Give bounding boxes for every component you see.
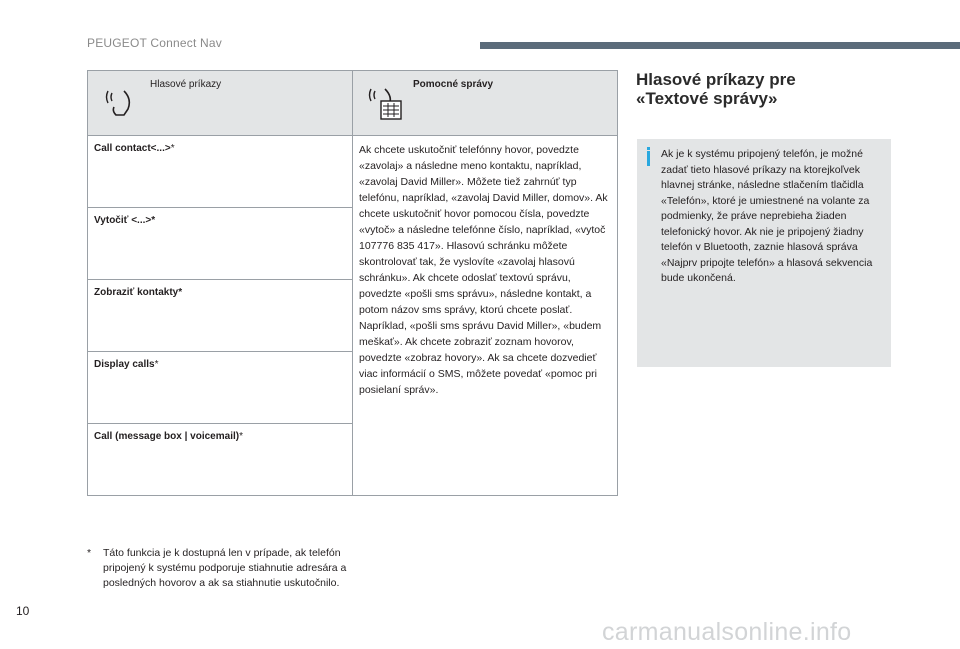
- footnote-mark: *: [87, 547, 92, 559]
- command-cell: [88, 424, 353, 496]
- help-text: Ak chcete uskutočniť telefónny hovor, povedzte «zavolaj» a následne meno kontaktu, napríklad, «zavolaj David Miller». Môžete tiež zahrnúť typ telefónu, napríklad, «zavolaj David Miller, domov». Ak chcete uskutočniť hovor pomocou čísla, povedzte «vytoč» a následne telefónne číslo, napríklad, «vytoč 107776 835 417». Hlasovú schránku môžete skontrolovať tak, že vyslovíte «zavolaj hlasovú schránku». Ak chcete odoslať textovú správu, povedzte «pošli sms správu», následne kontakt, a potom názov sms správy, ktorú chcete poslať. Napríklad, «pošli sms správu David Miller», «budem meškať». Ak chcete zobraziť zoznam hovorov, povedzte «zobraz hovory». Ak sa chcete dozvedieť viac informácií o SMS, môžete povedať «pomoc pri posielaní správ».: [359, 144, 608, 396]
- watermark: carmanualsonline.info: [602, 618, 852, 646]
- col2-header-label: Pomocné správy: [413, 79, 494, 90]
- command-star: *: [154, 359, 159, 370]
- command-cell: [88, 208, 353, 280]
- footnote: [87, 546, 367, 591]
- info-icon: [647, 147, 650, 150]
- section-title: [636, 70, 896, 108]
- voice-commands-table: [87, 70, 618, 496]
- col1-header-label: Hlasové príkazy: [150, 79, 222, 90]
- section-title-line2: «Textové správy»: [636, 89, 778, 108]
- command-star: *: [239, 431, 243, 442]
- command-text: Vytočiť <...>*: [94, 215, 156, 226]
- page-number: 10: [16, 604, 30, 618]
- section-title-line1: Hlasové príkazy pre: [636, 70, 796, 89]
- info-text: Ak je k systému pripojený telefón, je možné zadať tieto hlasové príkazy na ktorejkoľvek hlavnej stránke, následne stlačením tlačidla «Telefón», ktoré je umiestnené na volante za podmienky, že práve neprebieha žiaden telefonický hovor. Ak nie je pripojený žiadny telefón v Bluetooth, zaznie hlasová správa «Najprv pripojte telefón» a hlasová sekvencia bude ukončená.: [661, 148, 873, 284]
- table-header-commands: [88, 71, 353, 136]
- info-icon-bar: [647, 151, 650, 166]
- command-cell: [88, 136, 353, 208]
- command-text: Call (message box | voicemail): [94, 431, 240, 442]
- voice-command-icon: [102, 85, 138, 121]
- command-text: Display calls: [94, 359, 155, 370]
- voice-help-icon: [367, 85, 403, 121]
- info-box: [637, 139, 891, 367]
- command-text: Zobraziť kontakty*: [94, 287, 183, 298]
- command-star: *: [170, 143, 175, 154]
- command-cell: [88, 280, 353, 352]
- help-cell: [353, 136, 618, 496]
- command-text: Call contact<...>: [94, 143, 171, 154]
- header-title: PEUGEOT Connect Nav: [87, 36, 222, 50]
- header-bar: [480, 42, 960, 49]
- command-cell: [88, 352, 353, 424]
- footnote-text: Táto funkcia je k dostupná len v prípade, ak telefón pripojený k systému podporuje stiahnutie adresára a posledných hovorov a ak sa stiahnutie uskutočnilo.: [103, 547, 347, 589]
- table-header-help: [353, 71, 618, 136]
